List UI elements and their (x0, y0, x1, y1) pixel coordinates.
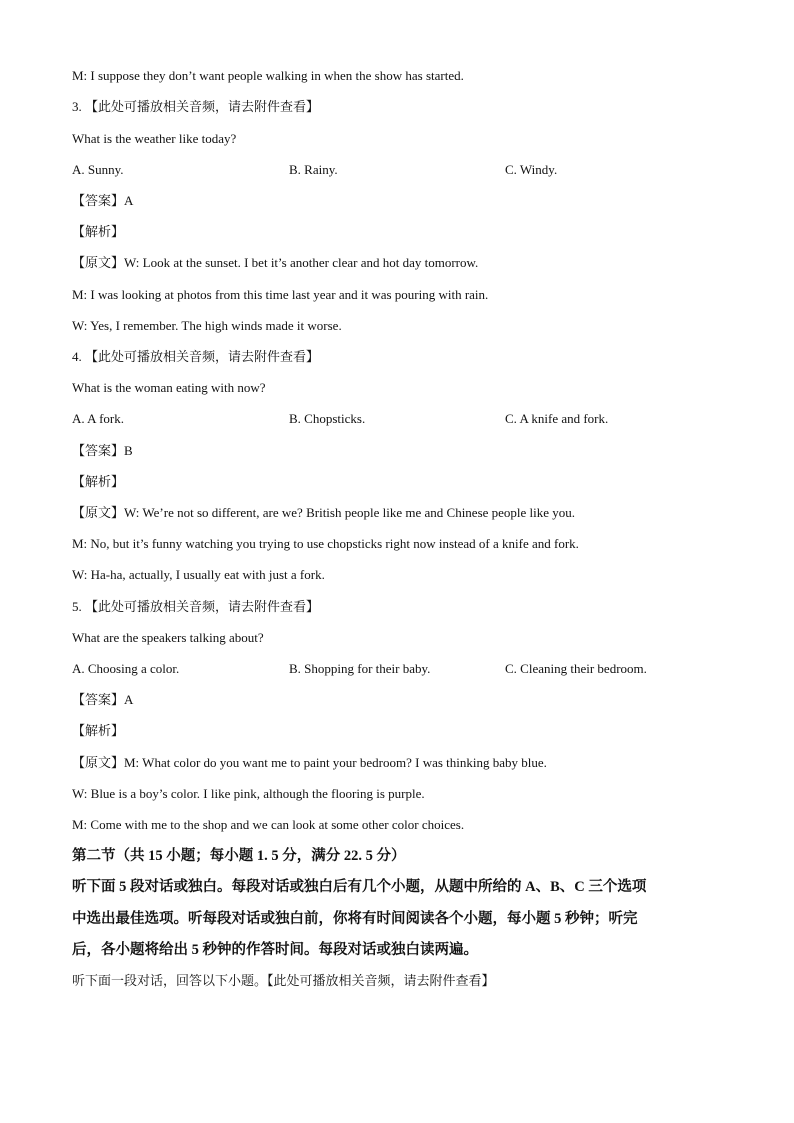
question-5-answer: 【答案】A (72, 692, 134, 707)
question-3-option-c: C. Windy. (505, 162, 558, 177)
question-5-option-c: C. Cleaning their bedroom. (505, 661, 647, 676)
question-3-analysis-label: 【解析】 (72, 224, 125, 239)
question-3-text: What is the weather like today? (72, 131, 237, 146)
question-5-transcript-line: 【原文】M: What color do you want me to paint your bedroom? I was thinking baby blue. (72, 755, 547, 770)
question-4-analysis-label: 【解析】 (72, 474, 125, 489)
section-2-instructions: 听下面 5 段对话或独白。每段对话或独白后有几个小题，从题中所给的 A、B、C 三个选项 (72, 879, 647, 895)
question-5-transcript-line: W: Blue is a boy’s color. I like pink, although the flooring is purple. (72, 786, 425, 801)
section-2-instructions: 中选出最佳选项。听每段对话或独白前，你将有时间阅读各个小题，每小题 5 秒钟；听完 (72, 911, 638, 927)
question-4-answer: 【答案】B (72, 443, 133, 458)
question-4-option-a: A. A fork. (72, 411, 124, 426)
question-5-heading: 5. 【此处可播放相关音频，请去附件查看】 (72, 599, 320, 614)
question-3-heading: 3. 【此处可播放相关音频，请去附件查看】 (72, 99, 320, 114)
question-3-transcript-line: M: I was looking at photos from this time last year and it was pouring with rain. (72, 287, 489, 302)
section-2-title: 第二节（共 15 小题；每小题 1. 5 分，满分 22. 5 分） (72, 848, 406, 864)
question-4-transcript-line: M: No, but it’s funny watching you trying to use chopsticks right now instead of a knife and fork. (72, 536, 579, 551)
question-5-option-a: A. Choosing a color. (72, 661, 180, 676)
question-3-transcript-line: 【原文】W: Look at the sunset. I bet it’s another clear and hot day tomorrow. (72, 255, 479, 270)
question-5-option-b: B. Shopping for their baby. (289, 661, 431, 676)
question-4-heading: 4. 【此处可播放相关音频，请去附件查看】 (72, 349, 320, 364)
question-5-analysis-label: 【解析】 (72, 723, 125, 738)
question-5-text: What are the speakers talking about? (72, 630, 264, 645)
question-4-text: What is the woman eating with now? (72, 380, 266, 395)
section-2-prompt: 听下面一段对话，回答以下小题。【此处可播放相关音频，请去附件查看】 (72, 973, 495, 988)
dialogue-line: M: I suppose they don’t want people walking in when the show has started. (72, 68, 464, 83)
question-4-transcript-line: 【原文】W: We’re not so different, are we? British people like me and Chinese people like you. (72, 505, 576, 520)
question-3-option-a: A. Sunny. (72, 162, 124, 177)
section-2-instructions: 后，各小题将给出 5 秒钟的作答时间。每段对话或独白读两遍。 (72, 942, 478, 958)
question-3-transcript-line: W: Yes, I remember. The high winds made it worse. (72, 318, 342, 333)
question-3-option-b: B. Rainy. (289, 162, 338, 177)
question-4-option-b: B. Chopsticks. (289, 411, 366, 426)
question-3-answer: 【答案】A (72, 193, 134, 208)
question-4-transcript-line: W: Ha-ha, actually, I usually eat with just a fork. (72, 567, 325, 582)
question-5-transcript-line: M: Come with me to the shop and we can look at some other color choices. (72, 817, 465, 832)
question-4-option-c: C. A knife and fork. (505, 411, 609, 426)
